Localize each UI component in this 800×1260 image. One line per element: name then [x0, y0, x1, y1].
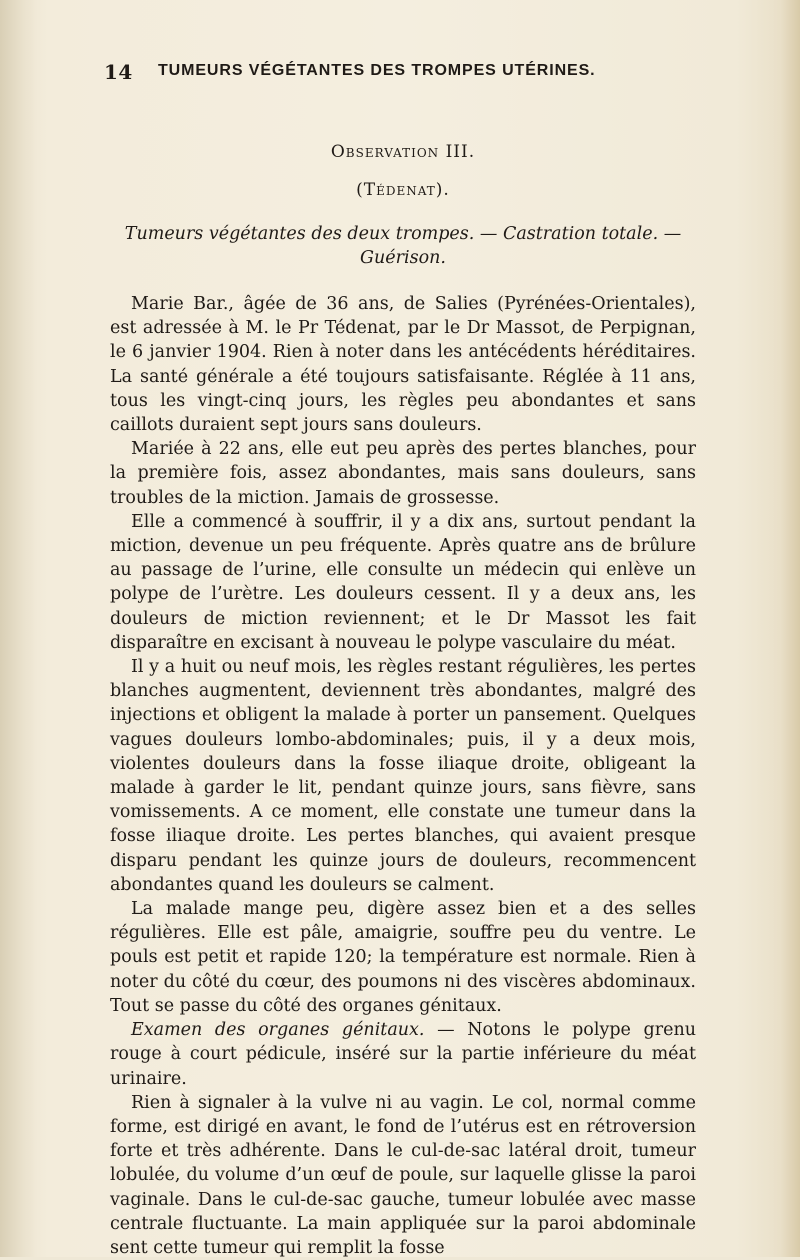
paragraph-5: La malade mange peu, digère assez bien et a des selles régulières. Elle est pâle, amaigrie, souffre peu du ventre. Le pouls est petit et rapide 120; la température est normale. Rien à noter du côté du cœur, des poumons ni des viscères abdominaux. Tout se passe du côté des organes génitaux.	[110, 899, 696, 1016]
paragraph-exam	[110, 1018, 696, 1091]
running-title: TUMEURS VÉGÉTANTES DES TROMPES UTÉRINES.	[158, 62, 596, 79]
paragraph-4: Il y a huit ou neuf mois, les règles restant régulières, les pertes blanches augmentent, deviennent très abondantes, malgré des injections et obligent la malade à porter un pansement. Quelques vagues douleurs lombo-abdominales; puis, il y a deux mois, violentes douleurs dans la fosse iliaque droite, obligeant la malade à garder le lit, pendant quinze jours, sans fièvre, sans vomissements. A ce moment, elle constate une tumeur dans la fosse iliaque droite. Les pertes blanches, qui avaient presque disparu pendant les quinze jours de douleurs, recommencent abondantes quand les douleurs se calment.	[110, 657, 696, 895]
observation-subtitle: Tumeurs végétantes des deux trompes. — Castration totale. — Guérison.	[124, 224, 682, 268]
observation-title: Observation III.	[330, 142, 476, 162]
exam-text: — Notons le polype grenu rouge à court pédicule, inséré sur la partie inférieure du méat urinaire.	[110, 1020, 696, 1089]
paragraph-3: Elle a commencé à souffrir, il y a dix ans, surtout pendant la miction, devenue un peu fréquente. Après quatre ans de brûlure au passage de l’urine, elle consulte un médecin qui enlève un polype de l’urètre. Les douleurs cessent. Il y a deux ans, les douleurs de miction reviennent; et le Dr Massot les fait disparaître en excisant à nouveau le polype vasculaire du méat.	[110, 511, 696, 653]
paragraph-1: Marie Bar., âgée de 36 ans, de Salies (Pyrénées-Orientales), est adressée à M. le Pr Tédenat, par le Dr Massot, de Perpignan, le 6 janvier 1904. Rien à noter dans les antécédents héréditaires. La santé générale a été toujours satisfaisante. Réglée à 11 ans, tous les vingt-cinq jours, les règles peu abondantes et sans caillots duraient sept jours sans douleurs.	[110, 294, 696, 436]
page-body	[110, 140, 696, 1260]
paragraph-2: Mariée à 22 ans, elle eut peu après des pertes blanches, pour la première fois, assez abondantes, mais sans douleurs, sans troubles de la miction. Jamais de grossesse.	[110, 439, 696, 508]
page-left-edge	[0, 0, 36, 1257]
observation-author: (Tédenat).	[356, 180, 450, 200]
running-header	[104, 60, 664, 84]
paragraph-final: Rien à signaler à la vulve ni au vagin. Le col, normal comme forme, est dirigé en avant, le fond de l’utérus est en rétroversion forte et très adhérente. Dans le cul-de-sac latéral droit, tumeur lobulée, du volume d’un œuf de poule, sur laquelle glisse la paroi vaginale. Dans le cul-de-sac gauche, tumeur lobulée avec masse centrale fluctuante. La main appliquée sur la paroi abdominale sent cette tumeur qui remplit la fosse	[110, 1092, 696, 1258]
exam-label: Examen des organes génitaux.	[131, 1020, 425, 1041]
page-right-edge	[772, 0, 800, 1257]
page-number: 14	[104, 60, 133, 84]
